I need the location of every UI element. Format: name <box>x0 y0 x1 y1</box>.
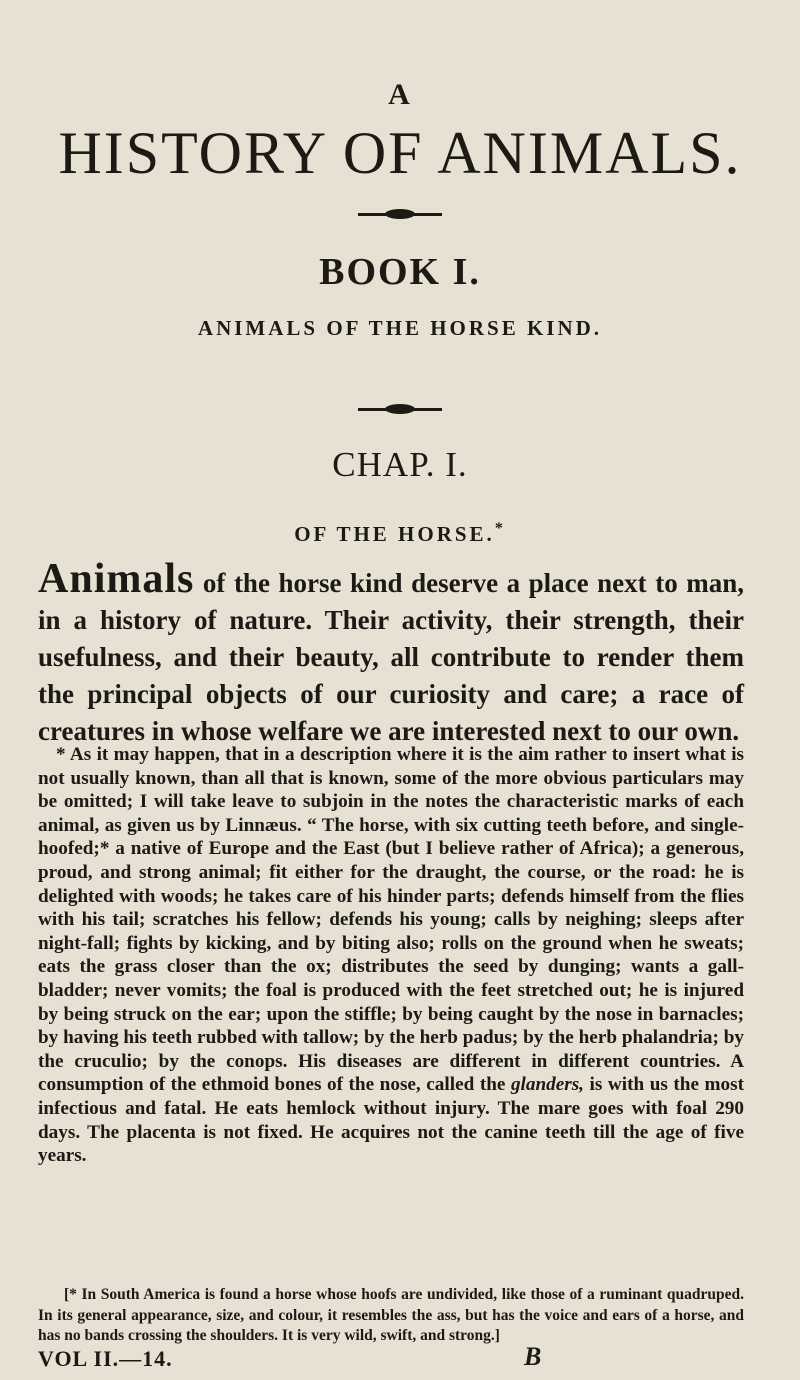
ornamental-rule-top <box>358 213 442 216</box>
lead-word: Animals <box>38 556 195 602</box>
signature-mark: B <box>524 1342 542 1371</box>
editor-note <box>38 1285 744 1347</box>
footnote-marker: * <box>494 520 506 537</box>
footnote-paragraph <box>38 743 744 1168</box>
page-title: HISTORY OF ANIMALS. <box>58 120 742 186</box>
book-subtitle: ANIMALS OF THE HORSE KIND. <box>197 316 603 340</box>
footnote-text-1: * As it may happen, that in a description where it is the aim rather to insert what is not usually known, than all that is known, some of the more obvious particulars may be omitted; I will take leave to subjoin in the notes the characteristic marks of each animal, as given us by Linnæus. “ The horse, with six cutting teeth before, and single-hoofed;* a native of Europe and the East (but I believe rather of Africa); a generous, proud, and strong animal; fit either for the draught, the course, or the road: he is delighted with woods; he takes care of his hinder parts; defends himself from the flies with his tail; scratches his fellow; defends his young; calls by neighing; sleeps after night-fall; fights by kicking, and by biting also; rolls on the ground when he sweats; eats the grass closer than the ox; distributes the seed by dunging; wants a gall-bladder; never vomits; the foal is produced with the feet stretched out; he is injured by being struck on the ear; upon the stiffle; by being caught by the nose in barnacles; by having his teeth rubbed with tallow; by the herb padus; by the herb phalandria; by the cruculio; by the conops. His diseases are different in different countries. A consumption of the ethmoid bones of the nose, called the <box>38 744 744 1096</box>
rule-ornament-icon <box>385 209 415 219</box>
footnote <box>38 743 744 1168</box>
body-paragraph <box>38 556 744 750</box>
section-title: OF THE HORSE. <box>294 522 495 546</box>
editor-note-text: [* In South America is found a horse whose hoofs are undivided, like those of a ruminant quadruped. In its general appearance, size, and colour, it resembles the ass, but has the voice and ears of a horse, and has no bands crossing the shoulders. It is very wild, swift, and strong.] <box>38 1286 744 1344</box>
rule-ornament-icon <box>385 404 415 414</box>
chapter-heading: CHAP. I. <box>332 445 468 484</box>
footnote-italic-term: glanders, <box>510 1074 584 1096</box>
title-article: A <box>388 78 412 111</box>
volume-label: VOL II.—14. <box>38 1346 173 1371</box>
book-heading: BOOK I. <box>319 251 481 293</box>
ornamental-rule-bottom <box>358 408 442 411</box>
section-heading <box>0 520 800 547</box>
footnote-text-2: is with us the most infectious and fatal. He eats hemlock without injury. The mare goes with foal 290 days. The placenta is not fixed. He acquires not the canine teeth till the age of five years. <box>38 1074 744 1167</box>
body-text: of the horse kind deserve a place next to man, in a history of nature. Their activity, their strength, their usefulness, and their beauty, all contribute to render them the principal objects of our curiosity and care; a race of creatures in whose welfare we are interested next to our own. <box>38 568 744 746</box>
